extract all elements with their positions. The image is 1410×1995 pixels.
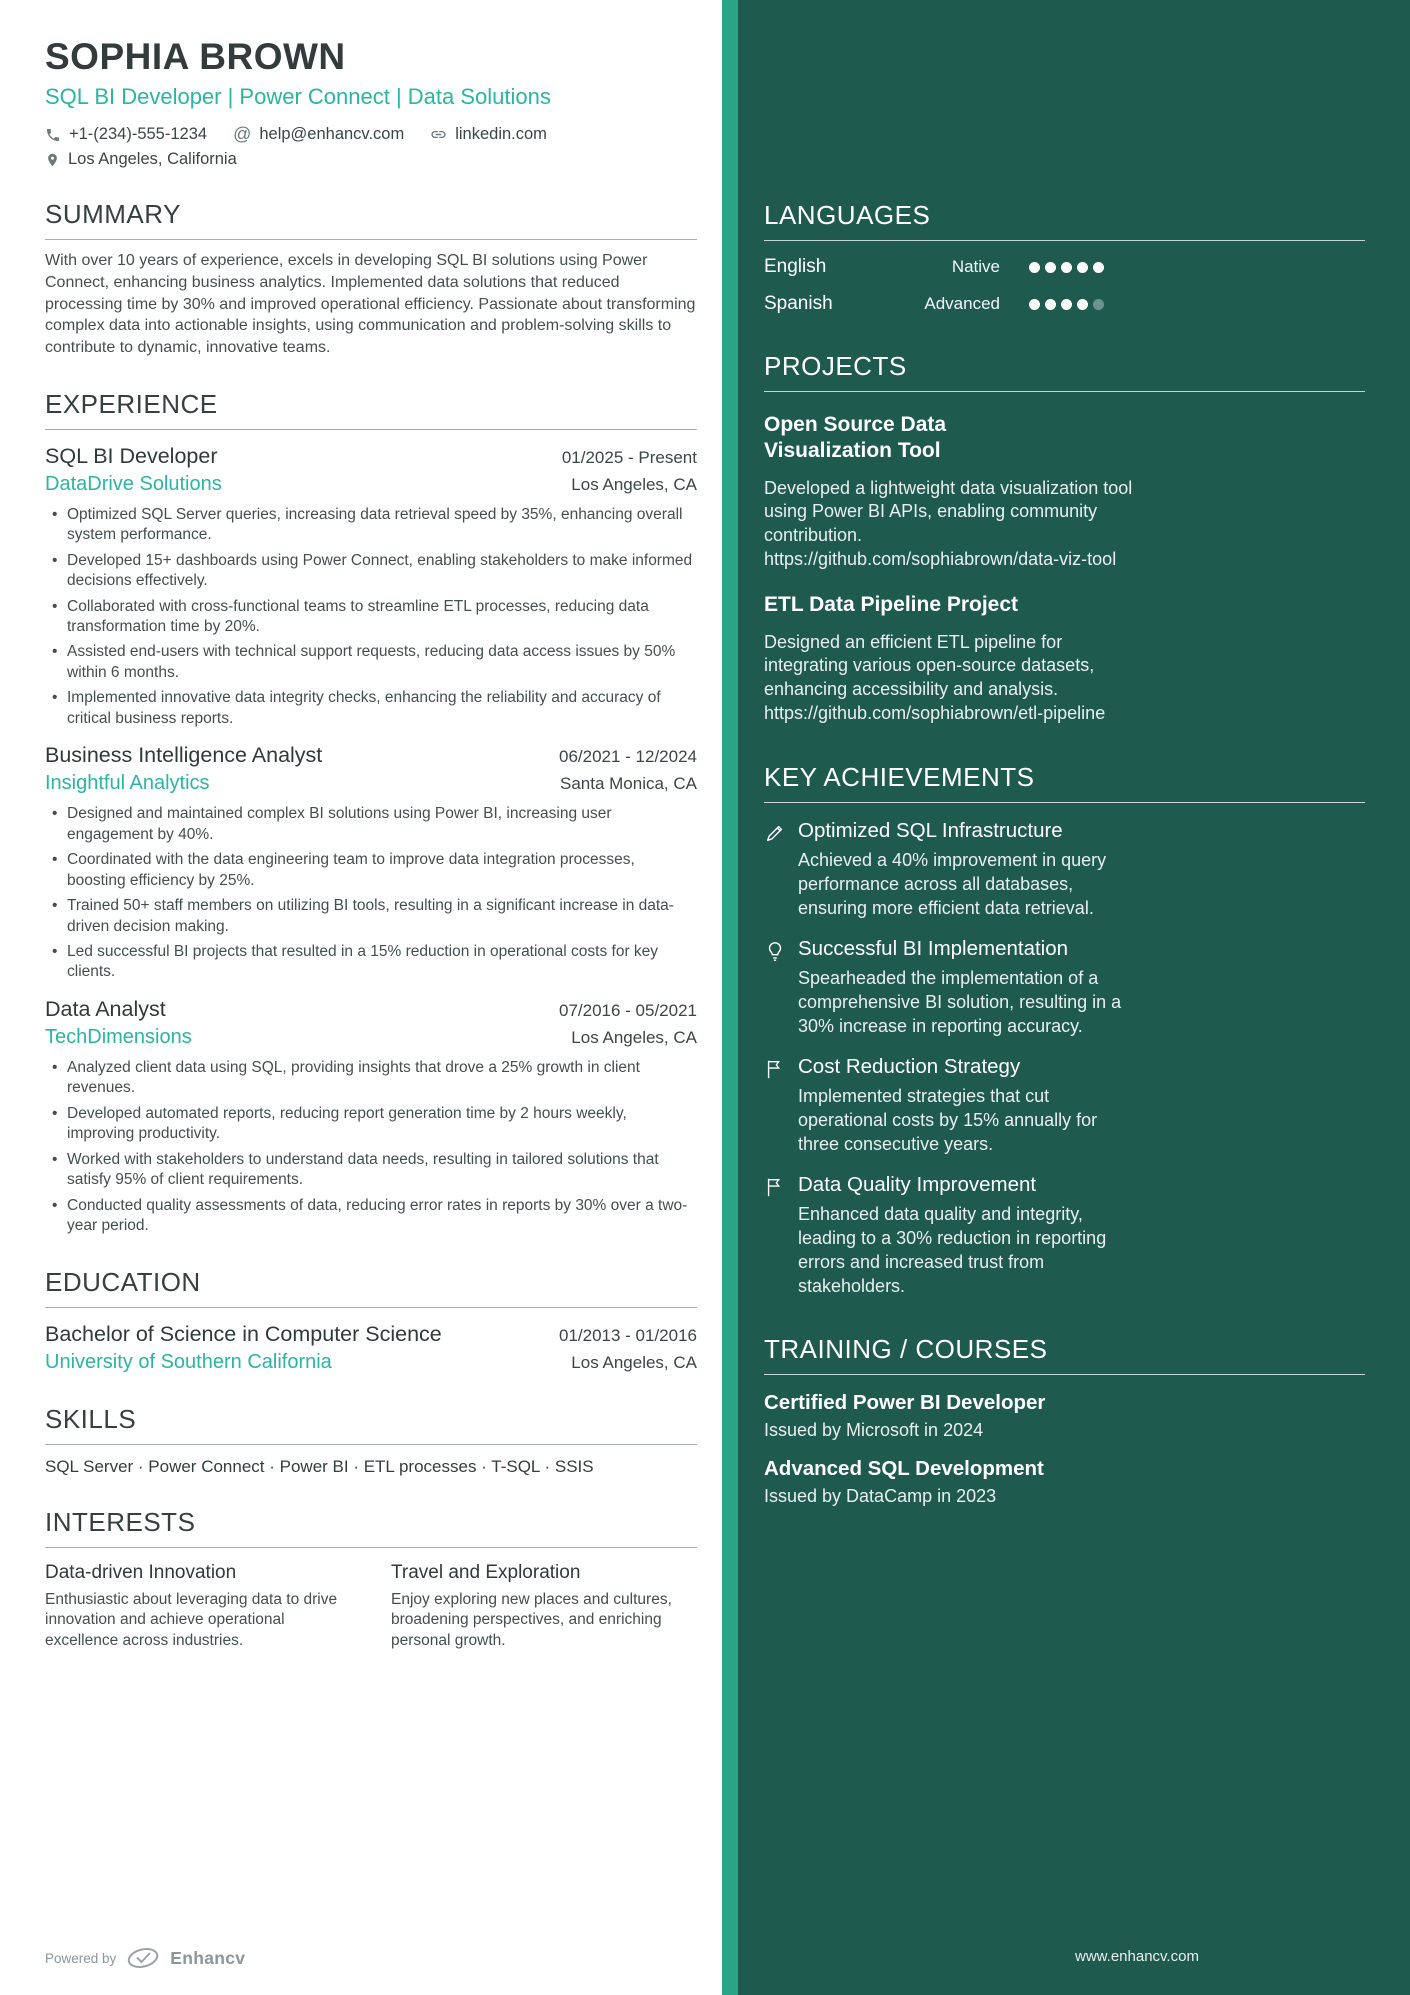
job-bullet: • Developed 15+ dashboards using Power Connect, enabling stakeholders to make informed decisions effectively. (45, 551, 697, 592)
job-company: TechDimensions (45, 1025, 192, 1048)
job-bullet: • Developed automated reports, reducing report generation time by 2 hours weekly, improving productivity. (45, 1104, 697, 1145)
interest-title: Travel and Exploration (391, 1561, 581, 1583)
achievement-body (798, 937, 1128, 1039)
job-bullet: • Analyzed client data using SQL, providing insights that drove a 25% growth in client revenues. (45, 1058, 697, 1099)
experience-entry (45, 997, 697, 1237)
job-title: Business Intelligence Analyst (45, 743, 323, 768)
project-link[interactable]: https://github.com/sophiabrown/etl-pipeline (764, 703, 1106, 724)
job-location: Santa Monica, CA (559, 774, 697, 794)
language-item (764, 256, 1104, 278)
contact-row-top (45, 124, 697, 145)
training-section (764, 1334, 1365, 1507)
course-title: Advanced SQL Development (764, 1457, 1044, 1481)
skills-heading: SKILLS (45, 1404, 697, 1445)
job-location: Los Angeles, CA (571, 1027, 697, 1047)
flag-icon (764, 1173, 798, 1299)
resume-header (45, 36, 697, 169)
achievement-body (798, 819, 1128, 921)
job-company: DataDrive Solutions (45, 472, 222, 495)
job-bullets (45, 505, 697, 730)
degree-title: Bachelor of Science in Computer Science (45, 1321, 442, 1346)
job-company: Insightful Analytics (45, 772, 210, 795)
job-title: SQL BI Developer (45, 443, 218, 468)
enhancv-logo-icon (126, 1947, 160, 1969)
interest-text: Enjoy exploring new places and cultures, broadening perspectives, and enriching personal growth. (391, 1590, 672, 1650)
brand-name: Enhancv (170, 1947, 246, 1968)
achievements-section (764, 762, 1365, 1298)
language-proficiency-dots (1024, 262, 1104, 273)
location-contact (45, 150, 237, 169)
language-name: Spanish (764, 293, 833, 314)
achievement-text: Achieved a 40% improvement in query performance across all databases, ensuring more efficient data retrieval. (798, 850, 1107, 919)
achievements-heading: KEY ACHIEVEMENTS (764, 762, 1365, 803)
languages-section (764, 200, 1365, 315)
job-dates: 06/2021 - 12/2024 (558, 747, 697, 767)
experience-heading: EXPERIENCE (45, 389, 697, 430)
phone-number: +1-(234)-555-1234 (69, 125, 208, 143)
powered-by-label: Powered by (45, 1950, 117, 1966)
achievement-item (764, 1173, 1164, 1299)
training-heading: TRAINING / COURSES (764, 1334, 1365, 1375)
lightbulb-icon (764, 937, 798, 1039)
course-issuer: Issued by DataCamp in 2023 (764, 1486, 997, 1507)
education-dates: 01/2013 - 01/2016 (558, 1325, 697, 1345)
job-head-row (45, 743, 697, 768)
school-name: University of Southern California (45, 1350, 332, 1373)
contact-row-bottom (45, 150, 697, 169)
projects-heading: PROJECTS (764, 351, 1365, 392)
experience-entry (45, 743, 697, 983)
job-location: Los Angeles, CA (571, 474, 697, 494)
flag-icon (764, 1055, 798, 1157)
job-title: Data Analyst (45, 996, 166, 1021)
skills-section (45, 1404, 697, 1477)
project-description: Developed a lightweight data visualization tool using Power BI APIs, enabling community contribution. (764, 477, 1133, 546)
job-head-row (45, 444, 697, 469)
language-item (764, 293, 1104, 315)
achievement-body (798, 1055, 1128, 1157)
achievement-title: Cost Reduction Strategy (798, 1054, 1021, 1078)
achievement-title: Optimized SQL Infrastructure (798, 819, 1063, 843)
language-proficiency-dots (1024, 299, 1104, 310)
education-entry (45, 1322, 697, 1374)
language-level: Advanced (924, 294, 1000, 313)
summary-heading: SUMMARY (45, 199, 697, 240)
achievement-text: Spearheaded the implementation of a comprehensive BI solution, resulting in a 30% increase in reporting accuracy. (798, 968, 1122, 1036)
achievement-text: Enhanced data quality and integrity, leading to a 30% reduction in reporting errors and increased trust from stakeholders. (798, 1203, 1107, 1296)
education-location: Los Angeles, CA (571, 1352, 697, 1372)
interest-item (391, 1562, 697, 1652)
job-sub-row (45, 469, 697, 496)
achievement-text: Implemented strategies that cut operational costs by 15% annually for three consecutive years. (798, 1085, 1098, 1154)
job-bullet: • Collaborated with cross-functional teams to streamline ETL processes, reducing data transformation time by 20%. (45, 597, 697, 638)
interests-heading: INTERESTS (45, 1507, 697, 1548)
contact-info (45, 124, 697, 169)
website-url: linkedin.com (455, 125, 547, 143)
interest-text: Enthusiastic about leveraging data to drive innovation and achieve operational excellence across industries. (45, 1590, 338, 1650)
education-sub-row (45, 1347, 697, 1374)
achievement-body (798, 1173, 1128, 1299)
course-issuer: Issued by Microsoft in 2024 (764, 1420, 984, 1441)
phone-contact[interactable] (45, 125, 207, 144)
course-item (764, 1457, 1365, 1507)
experience-entry (45, 444, 697, 730)
job-bullet: • Assisted end-users with technical support requests, reducing data access issues by 50% within 6 months. (45, 642, 697, 683)
job-bullet: • Implemented innovative data integrity checks, enhancing the reliability and accuracy of critical business reports. (45, 688, 697, 729)
job-dates: 01/2025 - Present (561, 447, 697, 467)
education-head-row (45, 1322, 697, 1347)
footer-url[interactable]: www.enhancv.com (1075, 1948, 1199, 1965)
achievement-title: Successful BI Implementation (798, 937, 1069, 961)
languages-heading: LANGUAGES (764, 200, 1365, 241)
summary-text: With over 10 years of experience, excels in developing SQL BI solutions using Power Connect, enhancing business analytics. Implemented data solutions that reduced processing time by 30% and improved operational efficiency. Passionate about transforming complex data into actionable insights, using communication and problem-solving skills to contribute to dynamic, innovative teams. (45, 252, 696, 356)
link-icon (430, 126, 447, 143)
achievement-title: Data Quality Improvement (798, 1172, 1037, 1196)
website-contact[interactable] (430, 125, 547, 144)
summary-section (45, 199, 697, 359)
job-sub-row (45, 1022, 697, 1049)
job-bullet: • Led successful BI projects that resulted in a 15% reduction in operational costs for key clients. (45, 942, 697, 983)
job-dates: 07/2016 - 05/2021 (558, 1000, 697, 1020)
project-link[interactable]: https://github.com/sophiabrown/data-viz-tool (764, 549, 1117, 570)
course-title: Certified Power BI Developer (764, 1391, 1046, 1415)
project-title: Open Source Data Visualization Tool (764, 413, 947, 463)
job-bullet: • Coordinated with the data engineering team to improve data integration processes, boosting efficiency by 25%. (45, 850, 697, 891)
email-address: help@enhancv.com (259, 125, 405, 143)
projects-section (764, 351, 1365, 726)
sidebar-column (722, 0, 1410, 1995)
job-bullet: • Conducted quality assessments of data, reducing error rates in reports by 30% over a two-year period. (45, 1196, 697, 1237)
candidate-name: SOPHIA BROWN (45, 36, 346, 77)
candidate-headline: SQL BI Developer | Power Connect | Data Solutions (45, 84, 551, 109)
language-name: English (764, 256, 827, 277)
project-item (764, 412, 1365, 572)
job-bullet: • Trained 50+ staff members on utilizing BI tools, resulting in a significant increase in data-driven decision making. (45, 896, 697, 937)
job-bullet: • Worked with stakeholders to understand data needs, resulting in tailored solutions that satisfy 95% of client requirements. (45, 1150, 697, 1191)
interests-section (45, 1507, 697, 1652)
achievement-item (764, 819, 1164, 921)
job-bullet: • Optimized SQL Server queries, increasing data retrieval speed by 35%, enhancing overall system performance. (45, 505, 697, 546)
course-item (764, 1391, 1365, 1441)
job-bullets (45, 1058, 697, 1237)
job-bullets (45, 804, 697, 983)
job-sub-row (45, 768, 697, 795)
achievement-item (764, 937, 1164, 1039)
footer-branding (45, 1947, 245, 1969)
project-description: Designed an efficient ETL pipeline for integrating various open-source datasets, enhancing accessibility and analysis. (764, 631, 1095, 700)
project-title: ETL Data Pipeline Project (764, 593, 1019, 617)
email-icon: @ (233, 124, 252, 144)
job-head-row (45, 997, 697, 1022)
interest-title: Data-driven Innovation (45, 1561, 237, 1583)
education-heading: EDUCATION (45, 1267, 697, 1308)
education-section (45, 1267, 697, 1374)
language-level: Native (951, 257, 1000, 276)
skills-list: SQL Server · Power Connect · Power BI · ETL processes · T-SQL · SSIS (45, 1456, 594, 1476)
experience-section (45, 389, 697, 1237)
job-bullet: • Designed and maintained complex BI solutions using Power BI, increasing user engagement by 40%. (45, 804, 697, 845)
project-item (764, 592, 1365, 726)
pen-icon (764, 819, 798, 921)
phone-icon (45, 127, 61, 143)
location-text: Los Angeles, California (68, 150, 237, 168)
email-contact[interactable] (233, 124, 404, 145)
location-pin-icon (45, 152, 60, 168)
interests-list (45, 1562, 697, 1652)
achievement-item (764, 1055, 1164, 1157)
interest-item (45, 1562, 351, 1652)
